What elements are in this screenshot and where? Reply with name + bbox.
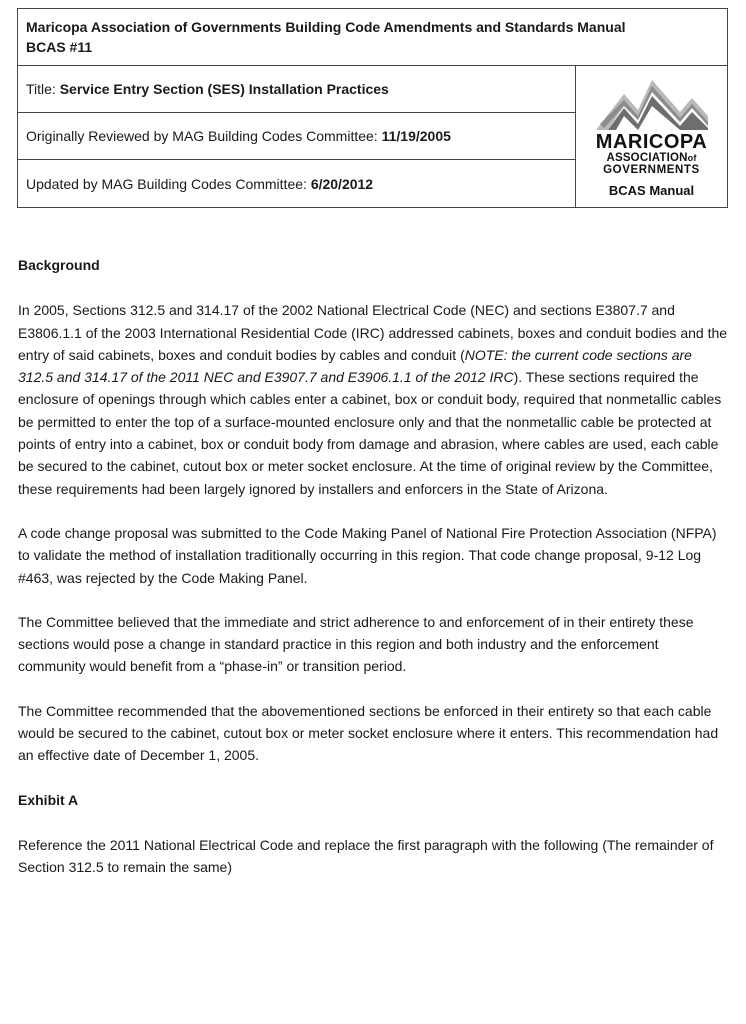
p1-note: NOTE: the current code sections are 312.5 and 314.17 of the 2011 NEC and E3907.7 and E3906.1.1 of the 2012 IRC bbox=[18, 346, 692, 386]
updated-date: 6/20/2012 bbox=[310, 175, 374, 192]
background-paragraph-3: The Committee believed that the immediate and strict adherence to and enforcement of in their entirety these sections would pose a change in standard practice in this region and both industry and the enforcement community would benefit from a “phase-in” or transition period. bbox=[18, 613, 694, 675]
background-paragraph-2: A code change proposal was submitted to the Code Making Panel of National Fire Protection Association (NFPA) to validate the method of installation traditionally occurring in this region. That code change proposal, 9-12 Log #463, was rejected by the Code Making Panel. bbox=[18, 524, 717, 586]
reviewed-date: 11/19/2005 bbox=[381, 128, 451, 144]
header-info-cells bbox=[18, 66, 576, 207]
background-paragraph-4: The Committee recommended that the abovementioned sections be enforced in their entirety so that each cable would be secured to the cabinet, cutout box or meter socket enclosure where it enters. This recommendation had an effective date of December 1, 2005. bbox=[18, 702, 719, 764]
mag-logo bbox=[576, 66, 727, 207]
title-row bbox=[18, 66, 575, 113]
logo-association bbox=[576, 152, 727, 164]
exhibit-heading: Exhibit A bbox=[18, 791, 79, 808]
logo-maricopa: MARICOPA bbox=[595, 131, 708, 153]
title-label: Title: bbox=[26, 81, 56, 97]
mountain-logo-icon bbox=[594, 72, 710, 132]
reviewed-label: Originally Reviewed by MAG Building Codes Committee: bbox=[26, 128, 378, 144]
p1-text-b: ). These sections required the enclosure of openings through which cables enter a cabinet, box or conduit body, required that nonmetallic cables be permitted to enter the top of a surface-mounted enclosure only and that the nonmetallic cable be protected at points of entry into a cabinet, box or conduit body from damage and abrasion, where cables are used, each cable be secured to the cabinet, cutout box or meter socket enclosure. At the time of original review by the Committee, these requirements had been largely ignored by installers and enforcers in the State of Arizona. bbox=[18, 369, 722, 497]
bcas-number: BCAS #11 bbox=[26, 39, 93, 55]
exhibit-paragraph: Reference the 2011 National Electrical Code and replace the first paragraph with the following (The remainder of Section 312.5 to remain the same) bbox=[18, 836, 714, 876]
background-heading: Background bbox=[18, 257, 100, 273]
p1-text-a: In 2005, Sections 312.5 and 314.17 of the 2002 National Electrical Code (NEC) and sections E3807.7 and E3806.1.1 of the 2003 International Residential Code (IRC) addressed cabinets, boxes and conduit bodies and the entry of said cabinets, boxes and conduit bodies by cables and conduit ( bbox=[18, 302, 728, 363]
updated-label: Updated by MAG Building Codes Committee: bbox=[26, 175, 307, 192]
header-table bbox=[17, 8, 728, 208]
manual-title: Maricopa Association of Governments Building Code Amendments and Standards Manual bbox=[26, 19, 626, 35]
document-body bbox=[18, 254, 730, 879]
title-value: Service Entry Section (SES) Installation Practices bbox=[59, 81, 389, 97]
manual-title-cell bbox=[18, 9, 727, 66]
background-paragraph-1 bbox=[18, 299, 730, 500]
logo-governments: GOVERNMENTS bbox=[603, 164, 700, 176]
logo-of-text: of bbox=[687, 153, 697, 163]
updated-row bbox=[18, 160, 575, 207]
reviewed-row bbox=[18, 113, 575, 160]
bcas-manual-caption: BCAS Manual bbox=[608, 183, 695, 198]
logo-association-text: ASSOCIATION bbox=[606, 152, 688, 164]
